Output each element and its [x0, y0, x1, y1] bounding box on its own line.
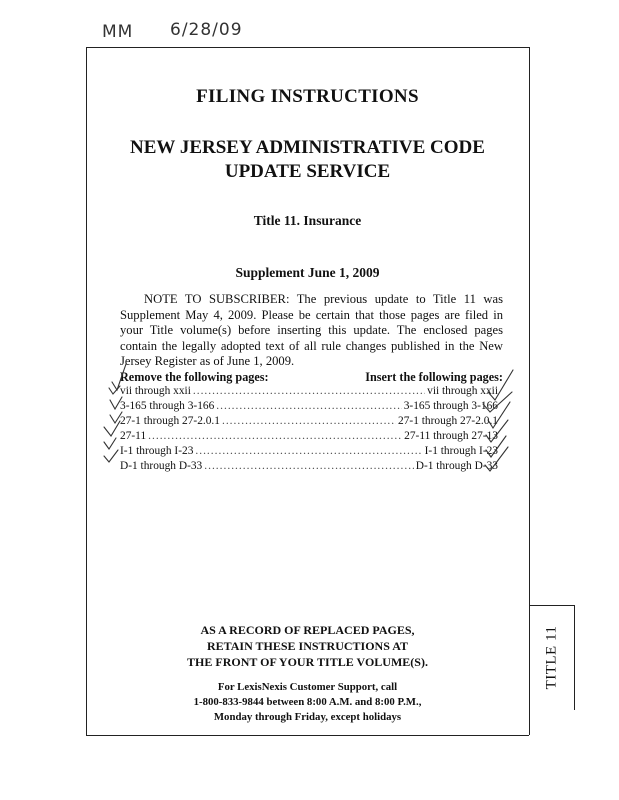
insert-header: Insert the following pages: [365, 370, 503, 384]
remove-pages: I-1 through I-23 [120, 445, 194, 457]
remove-pages: 27-11 [120, 430, 147, 442]
note-to-subscriber: NOTE TO SUBSCRIBER: The previous update to Title 11 was Supplement May 4, 2009. Please be certain that those pages are filed in your Title volume(s) before inserting this update. The enclosed pages contain the legally adopted text of all rule changes published in the New Jersey Register as of June 1, 2009. [120, 292, 503, 368]
check-mark-icon [488, 370, 513, 400]
check-mark-icon [112, 364, 126, 390]
insert-pages: I-1 through I-23 [424, 445, 498, 457]
document-title: FILING INSTRUCTIONS [196, 86, 419, 107]
title-line: Title 11. Insurance [253, 213, 362, 228]
title-tab-label: TITLE 11 [543, 625, 560, 690]
check-mark-icon [488, 402, 510, 428]
insert-pages: 27-1 through 27-2.0.1 [398, 415, 498, 427]
check-mark-icon [109, 386, 120, 394]
remove-pages: vii through xxii [120, 385, 191, 397]
insert-pages: D-1 through D-33 [415, 460, 498, 472]
remove-pages: 27-1 through 27-2.0.1 [120, 415, 220, 427]
record-line-2: RETAIN THESE INSTRUCTIONS AT [206, 639, 409, 653]
remove-pages: D-1 through D-33 [120, 460, 203, 472]
heading-line-2: UPDATE SERVICE [224, 161, 391, 182]
remove-pages: 3-165 through 3-166 [120, 400, 215, 412]
record-line-3: THE FRONT OF YOUR TITLE VOLUME(S). [187, 655, 428, 669]
check-mark-icon [110, 397, 122, 409]
insert-pages: vii through xxii [427, 385, 498, 397]
check-mark-icon [104, 438, 116, 449]
insert-pages: 3-165 through 3-166 [403, 400, 498, 412]
supplement-date: Supplement June 1, 2009 [235, 265, 380, 280]
support-line-3: Monday through Friday, except holidays [213, 711, 402, 723]
record-line-1: AS A RECORD OF REPLACED PAGES, [200, 623, 415, 637]
insert-pages: 27-11 through 27-13 [404, 430, 498, 442]
check-mark-icon [104, 450, 118, 462]
support-line-2: 1-800-833-9844 between 8:00 A.M. and 8:00 P.M., [193, 696, 422, 708]
heading-line-1: NEW JERSEY ADMINISTRATIVE CODE [130, 137, 485, 158]
check-mark-icon [485, 447, 508, 471]
handwritten-initials: MM [102, 22, 134, 42]
check-mark-icon [104, 421, 120, 436]
support-line-1: For LexisNexis Customer Support, call [217, 681, 398, 693]
handwritten-date: 6/28/09 [170, 20, 243, 40]
remove-header: Remove the following pages: [120, 370, 269, 384]
